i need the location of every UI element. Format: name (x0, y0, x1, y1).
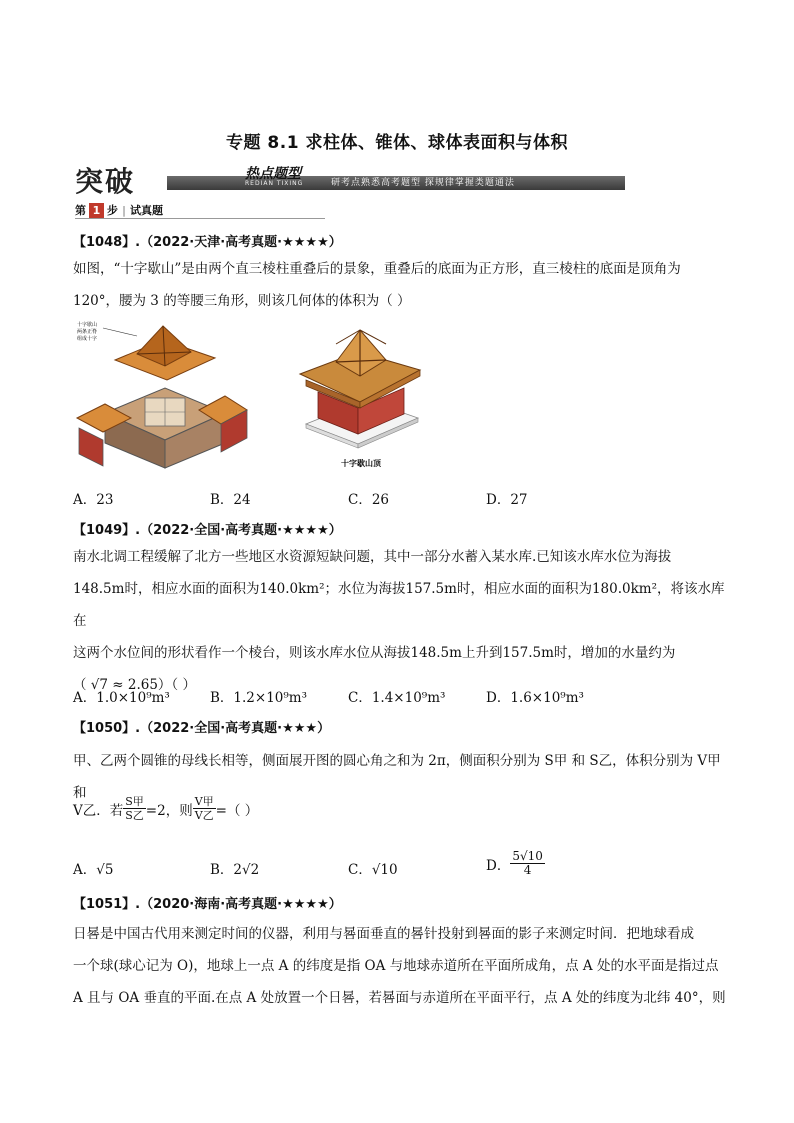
question-1048-text (73, 253, 728, 317)
q1050-line2-a: V乙．若 (73, 802, 124, 819)
q1048-option-c[interactable]: C．26 (348, 492, 390, 508)
fraction-s-den: S乙 (125, 809, 144, 822)
q1049-line1: 南水北调工程缓解了北方一些地区水资源短缺问题，其中一部分水蓄入某水库.已知该水库水位为海拔 (73, 549, 672, 565)
question-1051-head: 【1051】.（2020·海南·高考真题·★★★★） (73, 897, 342, 912)
q1049-option-a[interactable]: A．1.0×10⁹m³ (73, 690, 170, 706)
q1050-option-a[interactable]: A．√5 (73, 862, 114, 878)
q1051-line3: A 且与 OA 垂直的平面.在点 A 处放置一个日晷，若晷面与赤道所在平面平行，点 A 处的纬度为北纬 40°，则 (73, 990, 726, 1006)
fig-label-1: 十字歇山 (77, 322, 98, 328)
option-d-den: 4 (523, 863, 532, 877)
step-label (75, 202, 163, 218)
banner-subtitle: 热点题型 (245, 166, 301, 182)
q1049-option-b[interactable]: B．1.2×10⁹m³ (210, 690, 308, 706)
step-underline (75, 218, 325, 219)
fraction-v-ratio (193, 795, 216, 822)
fraction-s-ratio (123, 795, 146, 822)
q1048-option-a[interactable]: A．23 (73, 492, 114, 508)
fraction-s-num: S甲 (125, 795, 144, 808)
fraction-v-den: V乙 (194, 809, 214, 822)
step-prefix: 第 (75, 204, 86, 217)
q1048-line2: 120°，腰为 3 的等腰三角形，则该几何体的体积为（ ） (73, 293, 411, 309)
q1050-line2-c: =（ ） (215, 802, 259, 819)
q1049-line4: （ √7 ≈ 2.65）（ ） (73, 677, 196, 693)
q1049-option-d[interactable]: D．1.6×10⁹m³ (486, 690, 584, 706)
section-banner (75, 165, 625, 198)
q1050-option-d-label: D． (486, 857, 511, 874)
banner-pinyin: REDIAN TIXING (245, 180, 304, 187)
fig-label-2: 两条正脊 (77, 329, 98, 335)
fig-label-3: 组成十字 (77, 336, 98, 342)
page-title: 专题 8.1 求柱体、锥体、球体表面积与体积 (226, 133, 568, 153)
q1049-line2: 148.5m时，相应水面的面积为140.0km²；水位为海拔157.5m时，相应水面的面积为180.0km²，将该水库在 (73, 581, 725, 629)
q1051-line2: 一个球(球心记为 O)，地球上一点 A 的纬度是指 OA 与地球赤道所在平面所成角，点 A 处的水平面是指过点 (73, 958, 719, 974)
question-1048-head: 【1048】.（2022·天津·高考真题·★★★★） (73, 235, 342, 250)
figure-palace-exploded (75, 318, 250, 473)
q1050-option-c[interactable]: C．√10 (348, 862, 398, 878)
question-1049-text (73, 541, 728, 701)
q1048-line1: 如图，“十字歇山”是由两个直三棱柱重叠后的景象，重叠后的底面为正方形，直三棱柱的底面是顶角为 (73, 261, 681, 277)
banner-slogan: 研考点熟悉高考题型 探规律掌握类题通法 (331, 178, 515, 188)
option-d-fraction (510, 850, 545, 877)
q1049-line3: 这两个水位间的形状看作一个棱台，则该水库水位从海拔148.5m上升到157.5m时，增加的水量约为 (73, 645, 676, 661)
fig2-caption: 十字歇山顶 (341, 459, 381, 468)
q1048-option-b[interactable]: B．24 (210, 492, 251, 508)
step-suffix: 步 (107, 204, 118, 217)
question-1050-head: 【1050】.（2022·全国·高考真题·★★★） (73, 721, 331, 736)
step-divider: | (122, 203, 127, 217)
q1050-line2-b: =2，则 (145, 802, 193, 819)
q1051-line1: 日晷是中国古代用来测定时间的仪器，利用与晷面垂直的晷针投射到晷面的影子来测定时间．把地球看成 (73, 926, 694, 942)
q1049-option-c[interactable]: C．1.4×10⁹m³ (348, 690, 446, 706)
option-d-num: 5√10 (512, 849, 543, 863)
fraction-v-num: V甲 (194, 795, 214, 808)
q1050-line1: 甲、乙两个圆锥的母线长相等，侧面展开图的圆心角之和为 2π，侧面积分别为 S甲 和 S乙，体积分别为 V甲 和 (73, 753, 721, 801)
figure-cross-gable-roof (296, 322, 426, 472)
q1048-option-d[interactable]: D．27 (486, 492, 528, 508)
question-1051-text (73, 918, 728, 1014)
q1050-option-d[interactable] (486, 850, 545, 877)
q1050-option-b[interactable]: B．2√2 (210, 862, 260, 878)
question-1049-head: 【1049】.（2022·全国·高考真题·★★★★） (73, 523, 342, 538)
q1050-line2 (73, 795, 258, 822)
banner-big-text: 突破 (75, 165, 136, 198)
step-text: 试真题 (130, 204, 164, 217)
step-number: 1 (89, 203, 104, 218)
